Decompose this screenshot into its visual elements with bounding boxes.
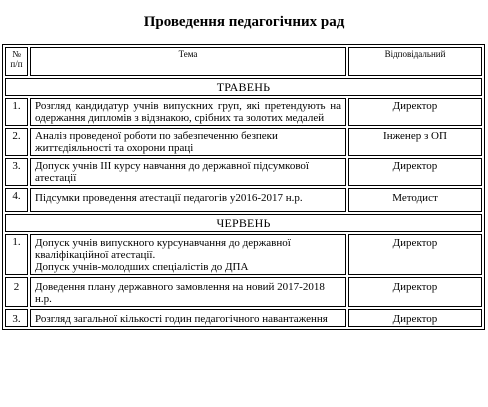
row-responsible: Директор xyxy=(348,234,482,275)
row-topic xyxy=(30,234,346,275)
row-number: 3. xyxy=(5,309,28,327)
header-num-line1: № xyxy=(12,49,21,59)
table-row xyxy=(5,277,482,307)
table-row xyxy=(5,128,482,156)
row-responsible: Директор xyxy=(348,98,482,126)
row-responsible: Директор xyxy=(348,309,482,327)
section-row-june xyxy=(5,214,482,232)
header-num xyxy=(5,47,28,76)
page-title: Проведення педагогічних рад xyxy=(143,14,345,30)
section-row-may xyxy=(5,78,482,96)
row-number: 2 xyxy=(5,277,28,307)
row-topic: Аналіз проведеної роботи по забезпеченню безпеки життєдіяльності та охорони праці xyxy=(30,128,346,156)
row-responsible: Директор xyxy=(348,158,482,186)
row-number: 3. xyxy=(5,158,28,186)
row-topic-line: Допуск учнів випускного курсунавчання до державної кваліфікаційної атестації. xyxy=(35,237,291,261)
row-number: 4. xyxy=(5,188,28,212)
row-responsible: Методист xyxy=(348,188,482,212)
table-row xyxy=(5,158,482,186)
table-row xyxy=(5,309,482,327)
row-topic: Розгляд кандидатур учнів випускних груп, які претендують на одержання дипломів з відзнакою, срібних та золотих медалей xyxy=(30,98,346,126)
row-responsible: Директор xyxy=(348,277,482,307)
council-schedule-table xyxy=(2,44,485,330)
table-row xyxy=(5,188,482,212)
table-row xyxy=(5,234,482,275)
header-topic: Тема xyxy=(30,47,346,76)
row-topic: Доведення плану державного замовлення на новий 2017-2018 н.р. xyxy=(30,277,346,307)
row-topic: Підсумки проведення атестації педагогів у2016-2017 н.р. xyxy=(30,188,346,212)
row-topic: Допуск учнів ІІІ курсу навчання до державної підсумкової атестації xyxy=(30,158,346,186)
header-responsible: Відповідальний xyxy=(348,47,482,76)
section-title: ЧЕРВЕНЬ xyxy=(5,214,482,232)
row-topic: Розгляд загальної кількості годин педагогічного навантаження xyxy=(30,309,346,327)
row-number: 1. xyxy=(5,98,28,126)
table-row xyxy=(5,98,482,126)
row-responsible: Інженер з ОП xyxy=(348,128,482,156)
row-number: 2. xyxy=(5,128,28,156)
header-num-line2: п/п xyxy=(10,59,23,69)
row-number: 1. xyxy=(5,234,28,275)
row-topic-line: Допуск учнів-молодших спеціалістів до ДПА xyxy=(35,261,249,273)
table-header-row xyxy=(5,47,482,76)
section-title: ТРАВЕНЬ xyxy=(5,78,482,96)
